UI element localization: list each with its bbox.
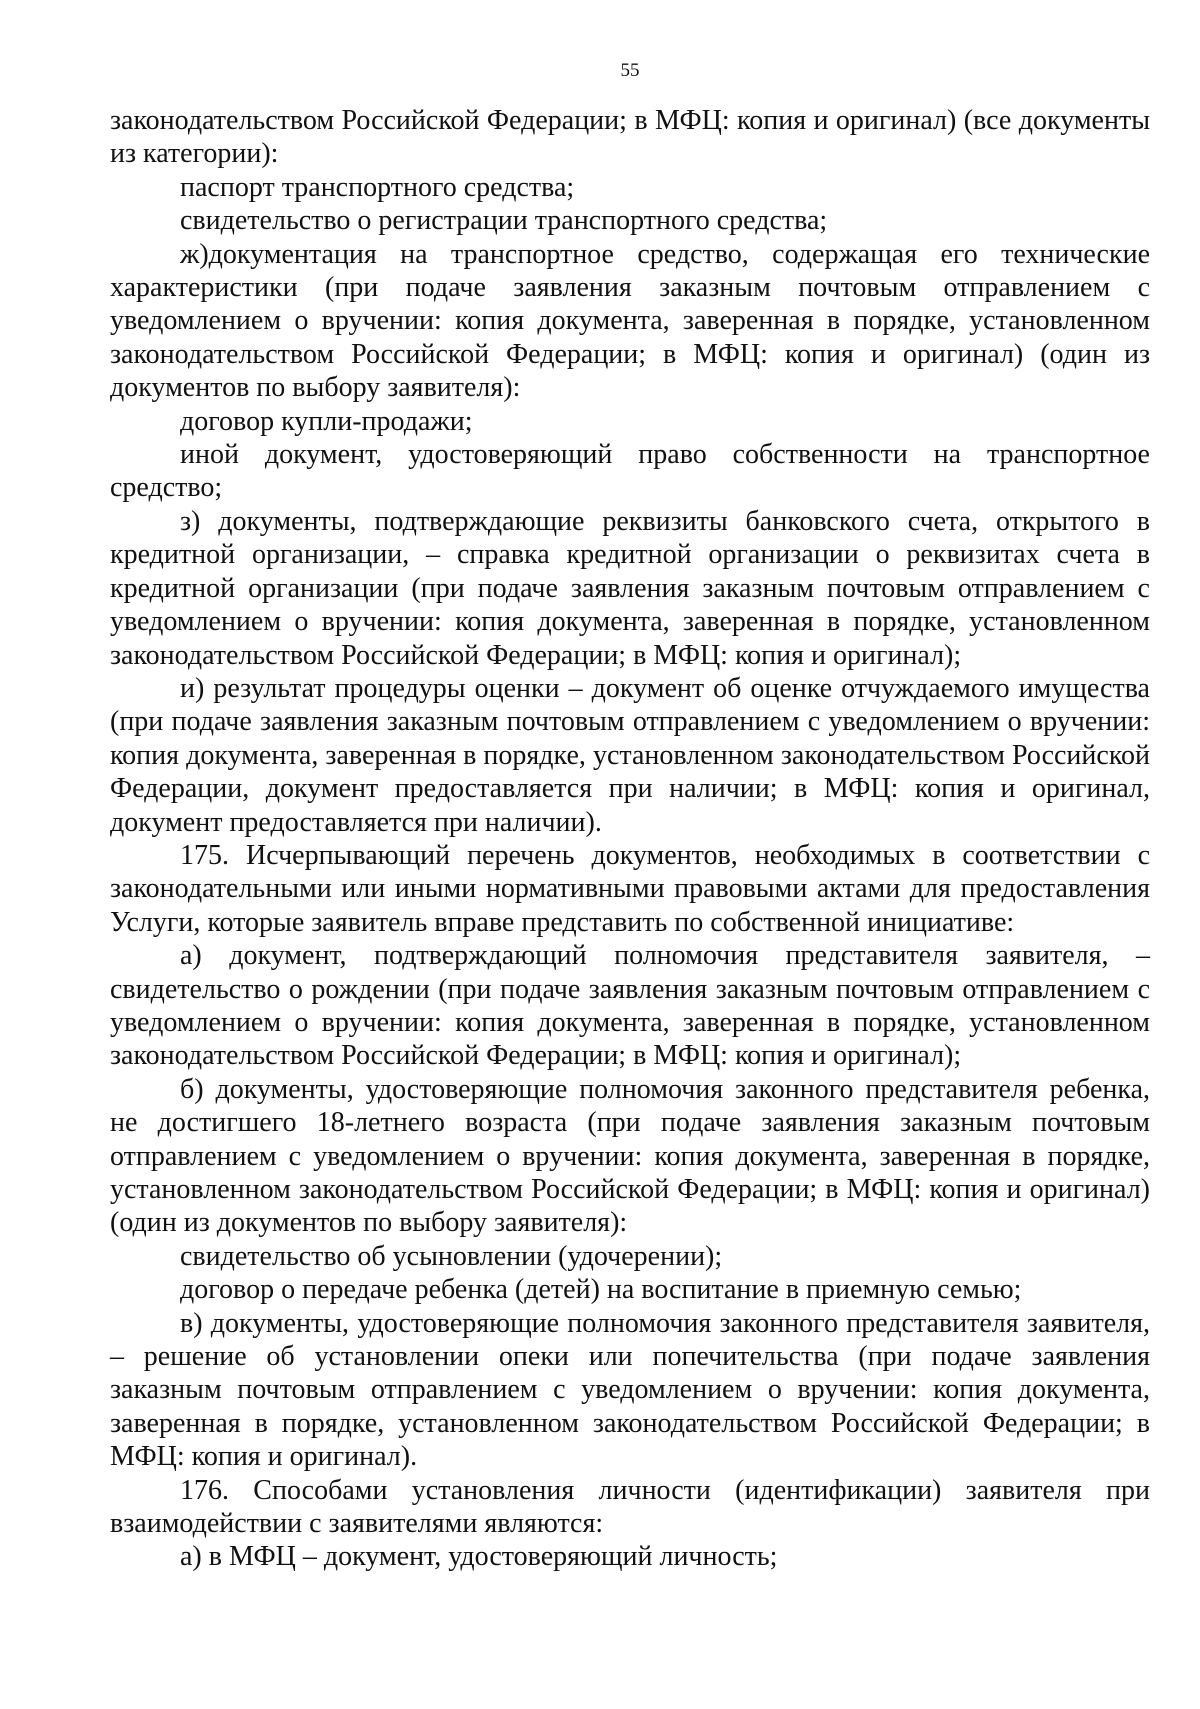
body-text [110,104,1150,1574]
paragraph: паспорт транспортного средства; [180,171,575,203]
paragraph: б) документы, удостоверяющие полномочия законного представителя ребенка, не достигшего 18-летнего возраста (при подаче заявления заказным почтовым отправлением с уведомлением о вручении: копия документа, заверенная в порядке, установленном законодательством Российской Федерации; в МФЦ: копия и оригинал) (один из документов по выбору заявителя): [110,1073,1150,1239]
paragraph: иной документ, удостоверяющий право собственности на транспортное средство; [110,439,1150,504]
page-number: 55 [620,60,640,81]
paragraph: 175. Исчерпывающий перечень документов, необходимых в соответствии с законодательными или иными нормативными правовыми актами для предоставления Услуги, которые заявитель вправе представить по собственной инициативе: [110,839,1150,938]
paragraph: законодательством Российской Федерации; в МФЦ: копия и оригинал) (все документы из категории): [110,105,1150,170]
paragraph: свидетельство об усыновлении (удочерении); [180,1240,723,1272]
paragraph: в) документы, удостоверяющие полномочия законного представителя заявителя, – решение об установлении опеки или попечительства (при подаче заявления заказным почтовым отправлением с уведомлением о вручении: копия документа, заверенная в порядке, установленном законодательством Российской Федерации; в МФЦ: копия и оригинал). [110,1307,1150,1473]
paragraph: а) в МФЦ – документ, удостоверяющий личность; [180,1541,778,1573]
paragraph: 176. Способами установления личности (идентификации) заявителя при взаимодействии с заявителями являются: [110,1474,1150,1540]
paragraph: ж)документация на транспортное средство, содержащая его технические характеристики (при подаче заявления заказным почтовым отправлением с уведомлением о вручении: копия документа, заверенная в порядке, установленном законодательством Российской Федерации; в МФЦ: копия и оригинал) (один из документов по выбору заявителя): [110,238,1150,404]
paragraph: договор о передаче ребенка (детей) на воспитание в приемную семью; [180,1274,1022,1306]
paragraph: договор купли-продажи; [180,405,473,437]
paragraph: и) результат процедуры оценки – документ об оценке отчуждаемого имущества (при подаче заявления заказным почтовым отправлением с уведомлением о вручении: копия документа, заверенная в порядке, установленном законодательством Российской Федерации, документ предоставляется при наличии; в МФЦ: копия и оригинал, документ предоставляется при наличии). [110,672,1150,838]
paragraph: а) документ, подтверждающий полномочия представителя заявителя, – свидетельство о рождении (при подаче заявления заказным почтовым отправлением с уведомлением о вручении: копия документа, заверенная в порядке, установленном законодательством Российской Федерации; в МФЦ: копия и оригинал); [110,940,1150,1072]
paragraph: з) документы, подтверждающие реквизиты банковского счета, открытого в кредитной организации, – справка кредитной организации о реквизитах счета в кредитной организации (при подаче заявления заказным почтовым отправлением с уведомлением о вручении: копия документа, заверенная в порядке, установленном законодательством Российской Федерации; в МФЦ: копия и оригинал); [110,505,1150,671]
paragraph: свидетельство о регистрации транспортного средства; [180,205,828,237]
